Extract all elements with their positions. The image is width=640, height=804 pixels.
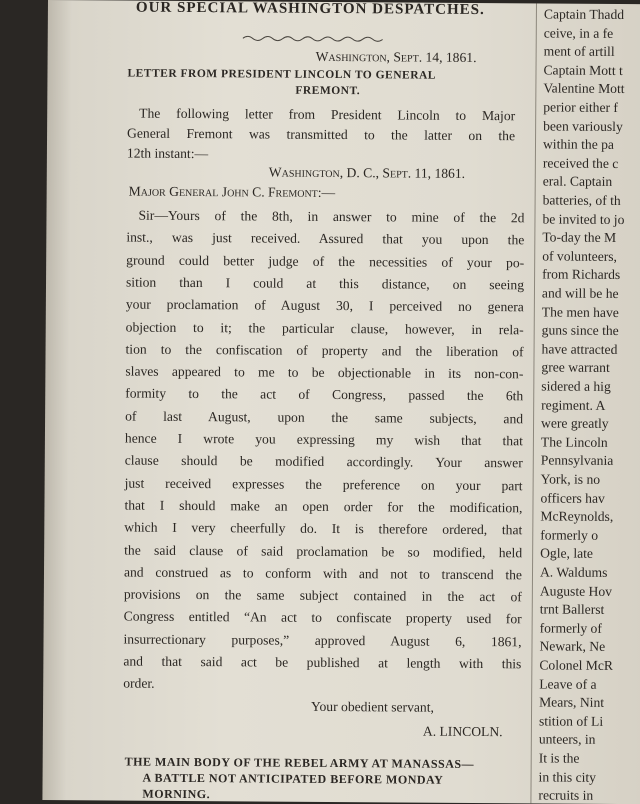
right-column-line: Colonel McR — [539, 657, 614, 673]
body-line: order. — [123, 675, 155, 692]
next-headline-3: MORNING. — [142, 786, 211, 802]
right-column-line: To-day the M — [542, 229, 617, 246]
body-line: clause should be modified accordingly. Your answer — [124, 452, 523, 471]
intro-line: 12th instant:— — [126, 145, 209, 162]
right-column-line: of volunteers, — [542, 248, 618, 264]
right-column-line: received the c — [542, 155, 619, 171]
right-column-line: have attracted — [541, 341, 618, 357]
right-column-line: The men have — [541, 304, 619, 320]
right-column-line: stition of Li — [538, 713, 604, 729]
right-column-line: A. Waldums — [539, 564, 608, 580]
right-column-line: ceive, in a fe — [543, 25, 614, 41]
right-column-line: were greatly — [541, 415, 609, 432]
right-column-line: Valentine Mott — [543, 80, 625, 97]
body-line: slaves appeared to me to be objectionable in its non-con- — [125, 363, 524, 382]
body-line: and that said act be published at length with this — [123, 653, 522, 672]
salutation: Major General John C. Fremont:— — [128, 183, 336, 201]
right-column-line: Auguste Hov — [539, 583, 613, 599]
body-line: just received expresses the preference on your part — [124, 475, 523, 493]
closing: Your obedient servant, — [311, 698, 434, 715]
right-column-line: be invited to jo — [542, 211, 625, 227]
body-line: hence I wrote you expressing my wish that that — [124, 430, 523, 449]
right-column-line: guns since the — [541, 322, 619, 339]
right-column-line: Captain Thadd — [543, 6, 625, 23]
body-line: inst., was just received. Assured that you upon the — [126, 229, 525, 248]
next-headline-1: THE MAIN BODY OF THE REBEL ARMY AT MANASSAS— — [124, 754, 475, 771]
body-line: which I very cheerfully do. It is therefore ordered, that — [124, 519, 523, 538]
next-headline-2: A BATTLE NOT ANTICIPATED BEFORE MONDAY — [142, 770, 444, 787]
right-column-line: perior either f — [543, 99, 619, 115]
right-column-line: batteries, of th — [542, 192, 621, 209]
right-column-line: in this city — [538, 769, 597, 785]
ornament-rule — [243, 34, 383, 43]
right-column-line: been variously — [543, 118, 623, 134]
right-column-line: gree warrant — [541, 359, 610, 376]
right-column-line: formerly o — [540, 527, 599, 543]
body-line: Congress entitled “An act to confiscate property used for — [123, 608, 522, 627]
right-column-line: formerly of — [539, 620, 602, 636]
right-column-line: regiment. A — [541, 397, 606, 413]
body-line: objection to it; the particular clause, however, in rela- — [125, 319, 524, 337]
main-column — [52, 0, 533, 803]
right-column-line: and will be he — [541, 285, 619, 301]
right-column-line: trnt Ballerst — [539, 601, 605, 618]
right-column-line: The Lincoln — [540, 434, 608, 450]
right-column-line: from Richards — [542, 266, 621, 283]
right-column-line: within the pa — [542, 136, 615, 153]
right-column-line: recruits in — [538, 787, 594, 804]
right-column-line: sidered a hig — [541, 378, 611, 394]
right-column-line: Mears, Nint — [539, 694, 605, 711]
right-column-line: McReynolds, — [540, 508, 614, 525]
body-line: formity to the act of Congress, passed the 6th — [125, 385, 524, 404]
body-line: tion to the confiscation of property and the liberation of — [125, 341, 524, 360]
right-column-line: Captain Mott t — [543, 62, 623, 78]
signature: A. LINCOLN. — [422, 723, 503, 740]
right-column-line: unteers, in — [538, 731, 596, 748]
right-column-line: Ogle, late — [540, 545, 594, 562]
body-line: and construed as to conform with and not to transcend the — [123, 564, 523, 583]
dateline: Washington, Sept. 14, 1861. — [315, 48, 477, 65]
right-column-line: York, is no — [540, 471, 601, 487]
right-column-line: It is the — [538, 750, 580, 766]
headline: OUR SPECIAL WASHINGTON DESPATCHES. — [135, 0, 485, 19]
right-column-line: Newark, Ne — [539, 638, 606, 655]
newspaper-page — [42, 0, 640, 804]
body-line: provisions on the same subject contained in the act of — [123, 586, 522, 605]
right-column-line: officers hav — [540, 490, 605, 506]
right-column-line: Pennsylvania — [540, 452, 614, 469]
subhead-line-1: LETTER FROM PRESIDENT LINCOLN TO GENERAL — [127, 67, 437, 82]
intro-line: General Fremont was transmitted to the latter on the — [127, 125, 516, 144]
body-line: the said clause of said proclamation be so modified, held — [124, 542, 523, 560]
body-line: ground could better judge of the necessities of your po- — [126, 252, 525, 270]
body-line: of last August, upon the same subjects, and — [125, 408, 524, 427]
right-column-line: Leave of a — [539, 676, 597, 692]
body-line: insurrectionary purposes,” approved August 6, 1861, — [123, 631, 522, 650]
right-column — [534, 3, 640, 804]
intro-line: The following letter from President Lincoln to Major — [139, 105, 516, 124]
body-line: sition than I could at this distance, on seeing — [125, 274, 525, 293]
subhead-line-2: FREMONT. — [295, 84, 361, 98]
right-column-line: ment of artill — [543, 43, 615, 60]
letter-dateline: Washington, D. C., Sept. 11, 1861. — [268, 164, 466, 181]
body-line: Sir—Yours of the 8th, in answer to mine of the 2d — [138, 207, 525, 226]
right-column-line: eral. Captain — [542, 173, 613, 190]
body-line: that I should make an open order for the modification, — [124, 497, 523, 516]
body-line: your proclamation of August 30, I perceived no genera — [125, 296, 524, 315]
